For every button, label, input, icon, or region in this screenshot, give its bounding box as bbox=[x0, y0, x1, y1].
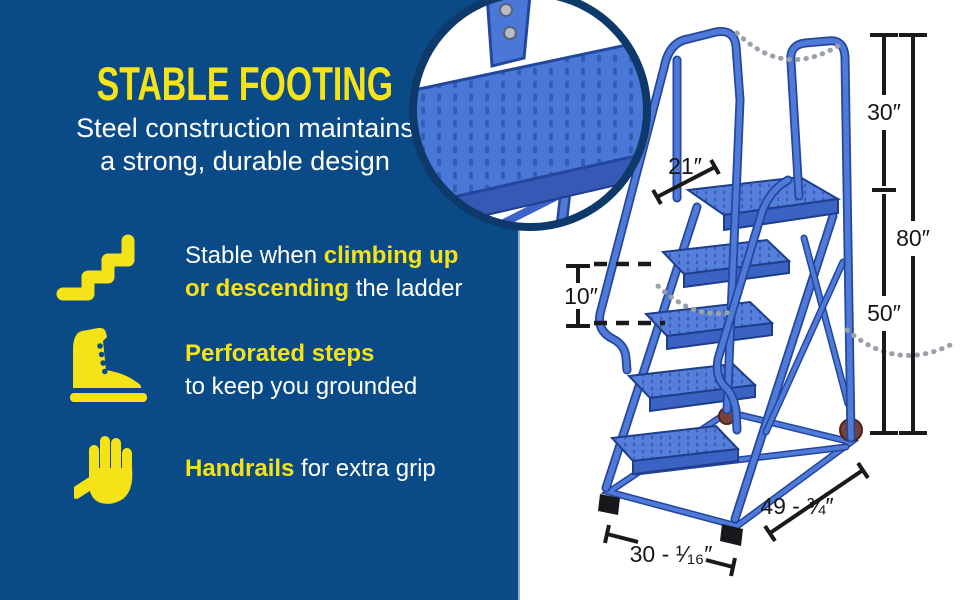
dimension-label-49-3-4: 49 - ¾″ bbox=[760, 493, 834, 519]
feature-text-highlight: Perforated steps bbox=[185, 340, 375, 367]
dimension-base-width bbox=[605, 525, 735, 576]
feature-text-highlight: climbing up bbox=[323, 242, 459, 269]
dimension-label-30: 30″ bbox=[867, 99, 901, 125]
feature-text: for extra grip bbox=[294, 455, 436, 482]
page-title: STABLE FOOTING bbox=[96, 57, 394, 110]
dimension-label-50: 50″ bbox=[867, 300, 901, 326]
subtitle-line-2: a strong, durable design bbox=[100, 146, 390, 176]
dimension-label-30-1-16: 30 - ¹⁄₁₆″ bbox=[629, 541, 713, 567]
feature-text: to keep you grounded bbox=[185, 373, 418, 400]
dimension-overall-height bbox=[896, 35, 930, 433]
dimension-base-depth bbox=[760, 463, 868, 541]
subtitle-line-1: Steel construction maintains bbox=[76, 113, 414, 143]
feature-text: Stable when bbox=[185, 242, 324, 269]
dimension-label-10: 10″ bbox=[564, 283, 598, 309]
feature-text: the ladder bbox=[349, 275, 463, 302]
dimension-label-80: 80″ bbox=[896, 225, 930, 251]
feature-text-highlight: or descending bbox=[185, 275, 350, 302]
feature-text-highlight: Handrails bbox=[185, 455, 295, 482]
ladder-illustration bbox=[598, 32, 956, 546]
dimension-label-21: 21″ bbox=[668, 153, 702, 179]
